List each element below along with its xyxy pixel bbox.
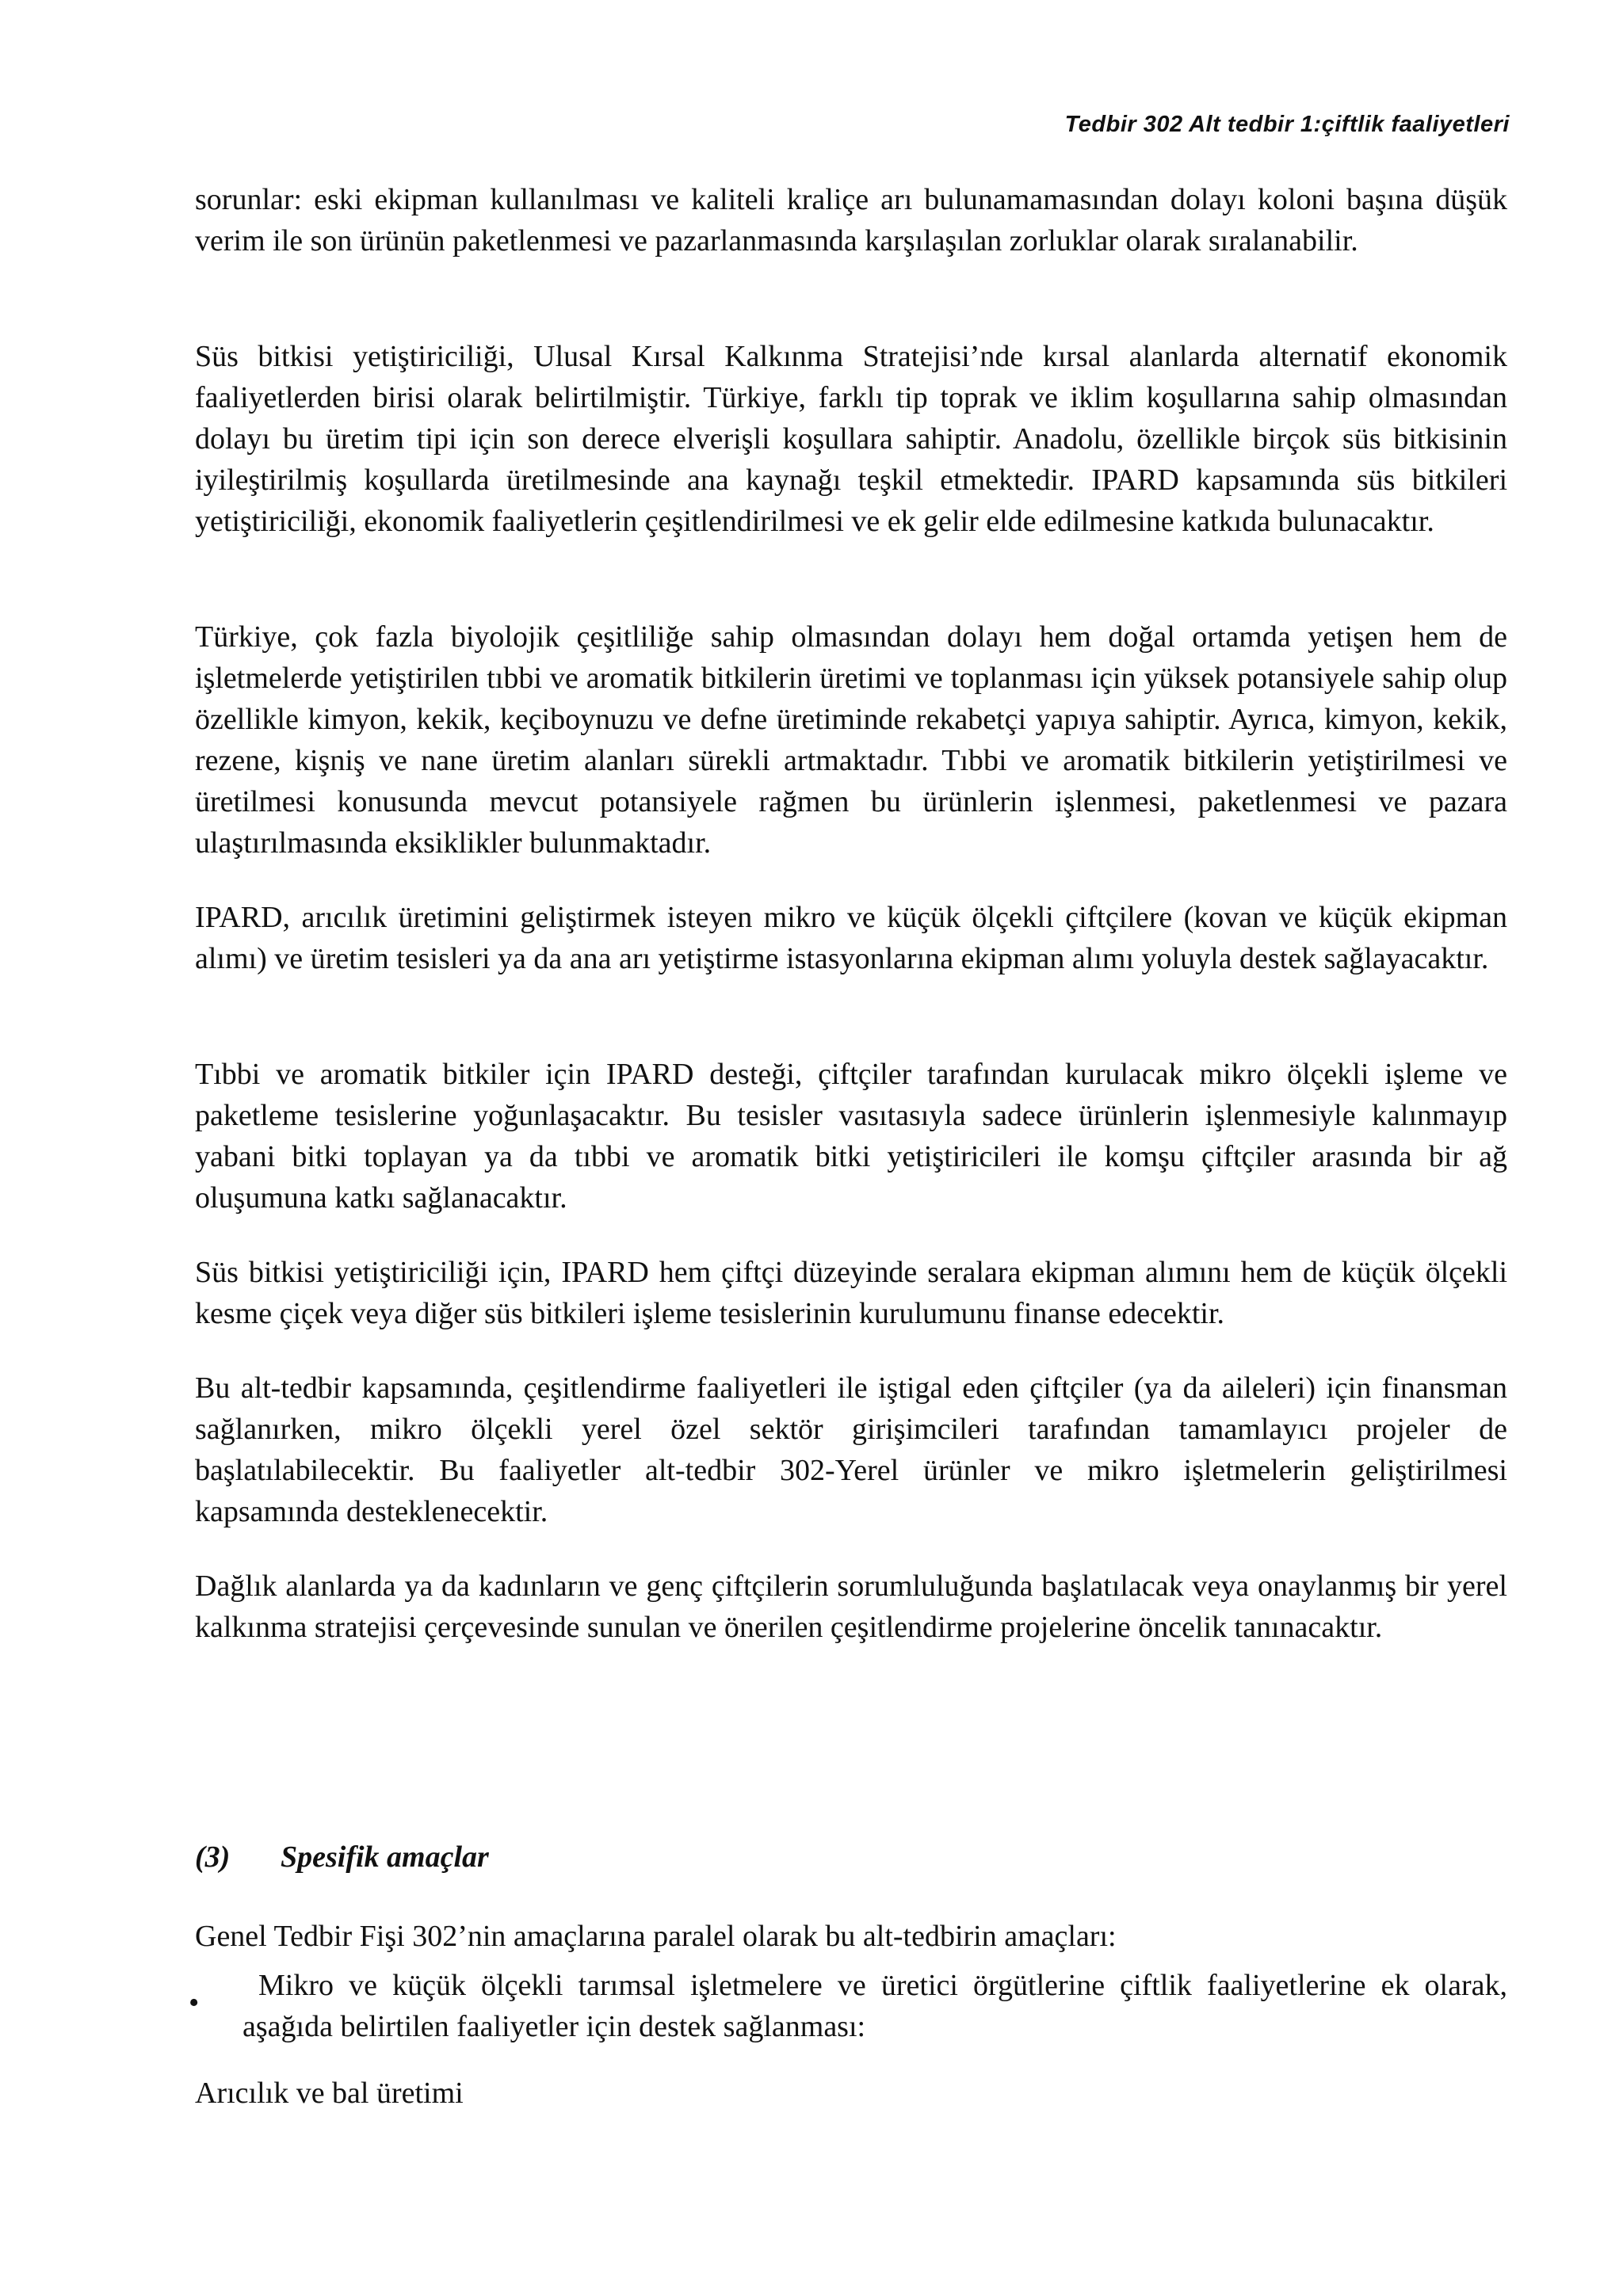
paragraph-ornamental-plants: Süs bitkisi yetiştiriciliği, Ulusal Kırsal Kalkınma Stratejisi’nde kırsal alanlarda alternatif ekonomik faaliyetlerden birisi olarak belirtilmiştir. Türkiye, farklı tip toprak ve iklim koşullarına sahip olmasından dolayı bu üretim tipi için son derece elverişli koşullara sahiptir. Anadolu, özellikle birçok süs bitkisinin iyileştirilmiş koşullarda üretilmesinde ana kaynağı teşkil etmektedir. IPARD kapsamında süs bitkileri yetiştiriciliği, ekonomik faaliyetlerin çeşitlendirilmesi ve ek gelir elde edilmesine katkıda bulunacaktır.: [195, 340, 1507, 538]
section-title: Spesifik amaçlar: [281, 1840, 489, 1874]
paragraph-ipard-medicinal: Tıbbi ve aromatik bitkiler için IPARD desteği, çiftçiler tarafından kurulacak mikro ölçekli işleme ve paketleme tesislerine yoğunlaşacaktır. Bu tesisler vasıtasıyla sadece ürünlerin işlenmesiyle kalınmayıp yabani bitki toplayan ya da tıbbi ve aromatik bitki yetiştiricileri ile komşu çiftçiler arasında bir ağ oluşumuna katkı sağlanacaktır.: [195, 1058, 1507, 1215]
paragraph-sub-measure-financing: Bu alt-tedbir kapsamında, çeşitlendirme faaliyetleri ile iştigal eden çiftçiler (ya da aileleri) için finansman sağlanırken, mikro ölçekli yerel özel sektör girişimcileri tarafından tamamlayıcı projeler de başlatılabilecektir. Bu faaliyetler alt-tedbir 302-Yerel ürünler ve mikro işletmelerin geliştirilmesi kapsamında desteklenecektir.: [195, 1371, 1507, 1528]
paragraph-medicinal-plants: Türkiye, çok fazla biyolojik çeşitliliğe sahip olmasından dolayı hem doğal ortamda yetişen hem de işletmelerde yetiştirilen tıbbi ve aromatik bitkilerin üretimi ve toplanması için yüksek potansiyele sahip olup özellikle kimyon, kekik, keçiboynuzu ve defne üretiminde rekabetçi yapıya sahiptir. Ayrıca, kimyon, kekik, rezene, kişniş ve nane üretim alanları sürekli artmaktadır. Tıbbi ve aromatik bitkilerin yetiştirilmesi ve üretilmesi konusunda mevcut potansiyele rağmen bu ürünlerin işlenmesi, paketlenmesi ve pazara ulaştırılmasında eksiklikler bulunmaktadır.: [195, 620, 1507, 860]
section-heading: [195, 1836, 489, 1878]
paragraph-priority-projects: Dağlık alanlarda ya da kadınların ve genç çiftçilerin sorumluluğunda başlatılacak veya onaylanmış bir yerel kalkınma stratejisi çerçevesinde sunulan ve önerilen çeşitlendirme projelerine öncelik tanınacaktır.: [195, 1569, 1507, 1644]
subheading-beekeeping: Arıcılık ve bal üretimi: [195, 2077, 464, 2110]
paragraph-ipard-ornamental: Süs bitkisi yetiştiriciliği için, IPARD hem çiftçi düzeyinde seralara ekipman alımını hem de küçük ölçekli kesme çiçek veya diğer süs bitkileri işleme tesislerinin kurulumunu finanse edecektir.: [195, 1256, 1507, 1330]
objectives-intro: Genel Tedbir Fişi 302’nin amaçlarına paralel olarak bu alt-tedbirin amaçları:: [195, 1920, 1117, 1953]
bullet-item: Mikro ve küçük ölçekli tarımsal işletmelere ve üretici örgütlerine çiftlik faaliyetlerine ek olarak, aşağıda belirtilen faaliyetler için destek sağlanması:: [242, 1969, 1507, 2043]
paragraph-ipard-beekeeping: IPARD, arıcılık üretimini geliştirmek isteyen mikro ve küçük ölçekli çiftçilere (kovan ve küçük ekipman alımı) ve üretim tesisleri ya da ana arı yetiştirme istasyonlarına ekipman alımı yoluyla destek sağlayacaktır.: [195, 901, 1507, 975]
bullet-symbol: •: [189, 1986, 200, 2019]
paragraph-beekeeping-problems: sorunlar: eski ekipman kullanılması ve kaliteli kraliçe arı bulunamamasından dolayı koloni başına düşük verim ile son ürünün paketlenmesi ve pazarlanmasında karşılaşılan zorluklar olarak sıralanabilir.: [195, 183, 1507, 257]
section-number: (3): [195, 1840, 231, 1874]
running-header: Tedbir 302 Alt tedbir 1:çiftlik faaliyetleri: [1064, 112, 1510, 137]
